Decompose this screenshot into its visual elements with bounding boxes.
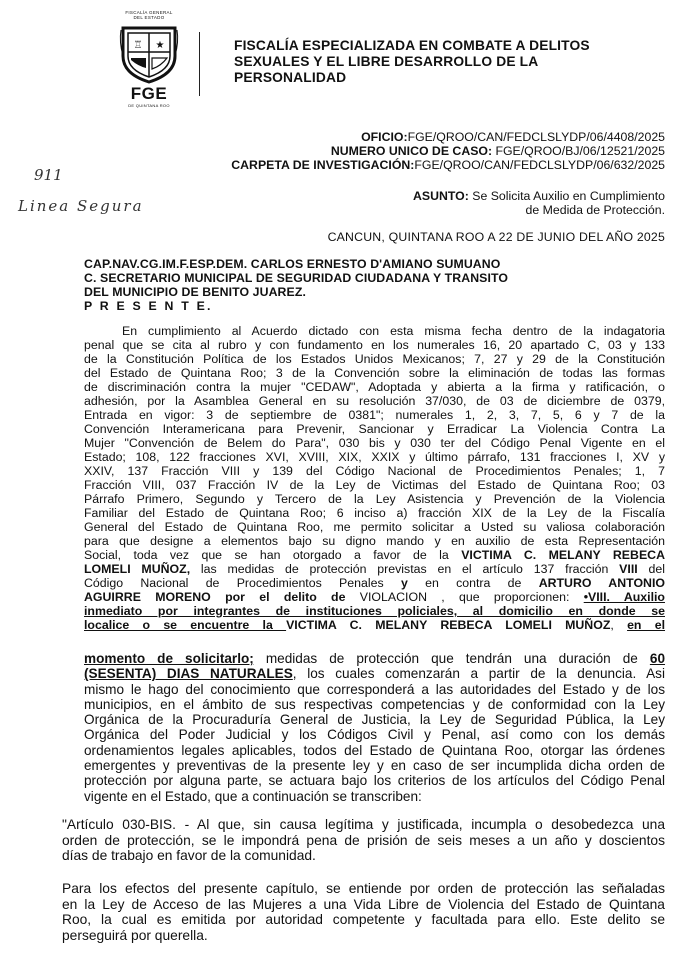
body-bold-text: y (400, 576, 408, 590)
body-line: de la Constitución Política de los Estados Unidos Mexicanos; 7, 27 y 29 de la Constitución (84, 352, 665, 366)
body-line: municipios, en el ámbito de sus respectivas competencias y de conformidad con la Ley (84, 696, 665, 712)
addressee-line: DEL MUNICIPIO DE BENITO JUAREZ. (84, 285, 306, 299)
body-bold-text: VIII (619, 562, 638, 576)
svg-text:★: ★ (155, 40, 165, 51)
svg-text:♖: ♖ (133, 40, 143, 51)
body-text: Social, toda vez que se han otorgado a favor de la (84, 548, 462, 562)
oficio-line (231, 130, 665, 144)
numero-unico-line (231, 144, 665, 158)
accused-name: AGUIRRE MORENO por el delito de (84, 590, 346, 604)
protection-measure: •VIII. Auxilio (583, 590, 665, 604)
article-line: orden de protección, se le impondrá pena de prisión de seis meses a un año y doscientos (62, 832, 665, 848)
body-line: mismo le hago del conocimiento que corresponderá a las autoridades del Estado y de los (84, 681, 665, 697)
addressee-line: CAP.NAV.CG.IM.F.ESP.DEM. CARLOS ERNESTO D'AMIANO SUMUANO (84, 257, 501, 271)
office-title (234, 38, 664, 86)
logo-top-line-1: FISCALÍA GENERAL (125, 10, 173, 15)
victim-name: VICTIMA C. MELANY REBECA (461, 548, 666, 562)
fge-logo (103, 10, 195, 108)
protection-measure: inmediato por integrantes de instituciones policiales, al domicilio en donde se (84, 604, 665, 618)
asunto-label: ASUNTO: (413, 189, 469, 203)
body-line: Párrafo Primero, Segundo y Tercero de la Ley Asistencia y Prevención de la Violencia (84, 492, 665, 506)
body-line: Mujer "Convención de Belem do Para", 030 bis y 030 ter del Código Penal Vigente en el (84, 436, 665, 450)
body-line (84, 590, 665, 604)
body-text: VIOLACION , que proporcionen: (345, 590, 584, 604)
body-line: del Estado de Quintana Roo; 3 de la Convención sobre la eliminación de todas las formas (84, 366, 665, 380)
body-line: En cumplimiento al Acuerdo dictado con esta misma fecha dentro de la indagatoria (122, 324, 665, 338)
body-line: XXIV, 137 Fracción VIII y 139 del Código Nacional de Procedimientos Penales; 1, 7 (84, 464, 665, 478)
body-text: del (637, 562, 665, 576)
accused-name: ARTURO ANTONIO (538, 576, 665, 590)
carpeta-label: CARPETA DE INVESTIGACIÓN: (231, 158, 415, 172)
addressee-line: C. SECRETARIO MUNICIPAL DE SEGURIDAD CIUDADANA Y TRANSITO (84, 271, 509, 285)
duration: (SESENTA) DIAS NATURALES (84, 666, 293, 682)
body-line: penal que se cita al rubro y con fundamento en los numerales 16, 20 apartado C, 03 y 133 (84, 338, 665, 352)
asunto-line-1: Se Solicita Auxilio en Cumplimiento (468, 189, 665, 203)
oficio-value: FGE/QROO/CAN/FEDCLSLYDP/06/4408/2025 (407, 130, 665, 144)
body-line: Orgánica de la Procuraduría General de Justicia, la Ley de Seguridad Pública, la Ley (84, 712, 665, 728)
addressee-block (84, 257, 508, 313)
office-title-line: FISCALÍA ESPECIALIZADA EN COMBATE A DELITOS (234, 38, 590, 53)
handwritten-note-linea-segura: Linea Segura (18, 197, 144, 215)
body-text: Código Nacional de Procedimientos Penales (84, 576, 401, 590)
body-line: Orgánica del Poder Judicial y los Códigos Civil y Penal, así como con los demás (84, 727, 665, 743)
body-line: Estado; 108, 122 fracciones XVI, XVIII, XIX, XXIX y último párrafo, 131 fracciones I, XV y (84, 450, 665, 464)
effects-line: Roo, la cual es emitida por autoridad competente y facultada para ello. Este delito se (62, 912, 665, 927)
body-line (84, 618, 665, 632)
asunto-line-2: de Medida de Protección. (525, 203, 665, 217)
effects-line: perseguirá por querella. (62, 927, 208, 943)
protection-measure: en el (627, 618, 666, 632)
effects-paragraph (62, 881, 665, 943)
article-quote (62, 817, 665, 864)
body-line (84, 562, 665, 576)
victim-name: VICTIMA C. MELANY REBECA LOMELI MUÑOZ (286, 618, 611, 632)
reference-block (231, 130, 665, 172)
office-title-line: SEXUALES Y EL LIBRE DESARROLLO DE LA (234, 54, 539, 69)
logo-top-text (103, 10, 195, 20)
body-line: vigente en el Estado, que a continuación se transcriben: (84, 788, 422, 804)
body-line: Familiar del Estado de Quintana Roo; 6 inciso a) fracción XIX de la Ley de la Fiscalía (84, 506, 665, 520)
body-text: en contra de (407, 576, 539, 590)
logo-bottom-text: DE QUINTANA ROO (128, 103, 170, 108)
body-line: Entrada en vigor: 3 de septiembre de 0381"; numerales 1, 2, 3, 7, 5, 6 y 7 de la (84, 408, 665, 422)
presente: P R E S E N T E. (84, 299, 213, 313)
body-line: Fracción VIII, 037 Fracción IV de la Ley de Victimas del Estado de Quintana Roo; 03 (84, 478, 665, 492)
numero-unico-label: NUMERO UNICO DE CASO: (330, 144, 493, 158)
logo-acronym: FGE (130, 84, 168, 103)
office-title-line: PERSONALIDAD (234, 70, 347, 85)
body-line: adhesión, por la Asamblea General en su resolución 37/030, de 03 de diciembre de 0379, (84, 394, 665, 408)
body-text: , los cuales comenzarán a partir de la denuncia. Asi (292, 666, 665, 682)
body-text: , (610, 618, 628, 632)
victim-name: LOMELI MUÑOZ, (84, 562, 191, 576)
body-line: de discriminación contra la mujer "CEDAW", Adoptada y abierta a la firma y ratificación, o (84, 380, 665, 394)
body-paragraph (84, 324, 665, 632)
carpeta-value: FGE/QROO/CAN/FEDCLSLYDP/06/632/2025 (414, 158, 665, 172)
logo-top-line-2: DEL ESTADO (133, 15, 165, 20)
body-line: Convención Interamericana para Prevenir, Sancionar y Erradicar La Violencia Contra La (84, 422, 665, 436)
numero-unico-value: FGE/QROO/BJ/06/12521/2025 (492, 144, 665, 158)
place-date: CANCUN, QUINTANA ROO A 22 DE JUNIO DEL AÑO 2025 (327, 230, 665, 244)
shield-emblem-icon (117, 22, 181, 84)
body-line: para que designe a elementos bajo su digno mando y en auxilio de esta Representación (84, 534, 665, 548)
body-paragraph-continued (84, 651, 665, 804)
body-line: General del Estado de Quintana Roo, me permito solicitar a Usted su valiosa colaboración (84, 520, 665, 534)
body-text: medidas de protección que tendrán una duración de (253, 651, 650, 666)
body-line: ordenamientos legales aplicables, todos del Estado de Quintana Roo, otorgar las órdenes (84, 742, 665, 758)
effects-line: en la Ley de Acceso de las Mujeres a una Vida Libre de Violencia del Estado de Quintana (62, 896, 665, 912)
body-line (84, 666, 665, 681)
protection-measure: momento de solicitarlo; (84, 651, 254, 666)
asunto-block (335, 189, 665, 217)
body-line (84, 548, 665, 562)
effects-line: Para los efectos del presente capítulo, se entiende por orden de protección las señaladas (62, 881, 665, 896)
article-line: "Artículo 030-BIS. - Al que, sin causa legítima y justificada, incumpla o desobedezca una (62, 817, 665, 832)
body-line: protección por alguna parte, se actuara bajo los criterios de los artículos del Código Penal (84, 773, 665, 789)
oficio-label: OFICIO: (361, 130, 408, 144)
article-line: días de trabajo en favor de la comunidad. (62, 848, 316, 863)
body-line (84, 576, 665, 590)
duration: 60 (649, 651, 666, 666)
carpeta-line (231, 158, 665, 172)
body-line (84, 651, 665, 666)
header-divider (199, 32, 200, 96)
body-line: emergentes y preventivas de la presente ley y en caso de ser incumplida dicha orden de (84, 758, 665, 774)
protection-measure: localice o se encuentre la (84, 618, 287, 632)
handwritten-note-911: 911 (34, 166, 63, 184)
body-text: las medidas de protección previstas en el artículo 137 fracción (190, 562, 620, 576)
